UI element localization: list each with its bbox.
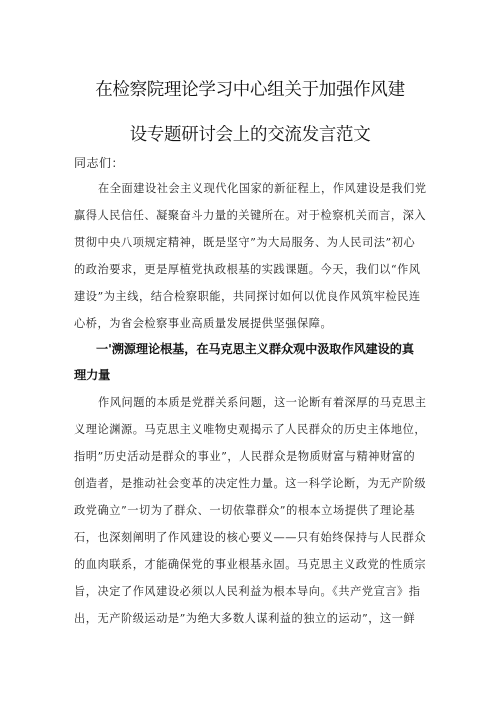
salutation: 同志们：: [74, 156, 125, 170]
section-heading: 理力量: [74, 368, 111, 382]
intro-line: 贯彻中央八项规定精神，既是坚守”为大局服务、为人民司法”初心: [74, 236, 416, 249]
body-line: 的血肉联系，才能确保党的事业根基永固。马克思主义政党的性质宗: [74, 558, 427, 571]
body-line: 指明”历史活动是群众的事业”，人民群众是物质财富与精神财富的: [74, 450, 416, 463]
body-line: 出，无产阶级运动是”为绝大多数人谋利益的独立的运动”，这一鲜: [74, 612, 416, 625]
intro-line: 心桥，为省会检察事业高质量发展提供坚强保障。: [74, 317, 333, 330]
document-title-line-2: 设专题研讨会上的交流发言范文: [129, 125, 371, 145]
body-line: 作风问题的本质是党群关系问题，这一论断有着深厚的马克思主: [98, 396, 427, 409]
document-title-line-1: 在检察院理论学习中心组关于加强作风建: [95, 80, 405, 100]
intro-line: 建设”为主线，结合检察职能，共同探讨如何以优良作风筑牢检民连: [74, 290, 421, 303]
body-line: 石，也深刻阐明了作风建设的核心要义——只有始终保持与人民群众: [74, 531, 427, 544]
intro-line: 的政治要求，更是厚植党执政根基的实践课题。今天，我们以“作风: [74, 263, 421, 276]
section-heading: 一'溯源理论根基，在马克思主义群众观中汲取作风建设的真: [96, 342, 414, 356]
body-line: 政党确立”一切为了群众、一切依靠群众”的根本立场提供了理论基: [74, 504, 416, 517]
body-line: 旨，决定了作风建设必须以人民利益为根本导向。《共产党宣言》指: [74, 585, 421, 598]
body-line: 义理论渊源。马克思主义唯物史观揭示了人民群众的历史主体地位，: [74, 423, 427, 436]
intro-line: 赢得人民信任、凝聚奋斗力量的关键所在。对于检察机关而言，深入: [74, 209, 427, 222]
intro-line: 在全面建设社会主义现代化国家的新征程上，作风建设是我们党: [98, 182, 427, 195]
body-line: 创造者，是推动社会变革的决定性力量。这一科学论断，为无产阶级: [74, 477, 427, 490]
